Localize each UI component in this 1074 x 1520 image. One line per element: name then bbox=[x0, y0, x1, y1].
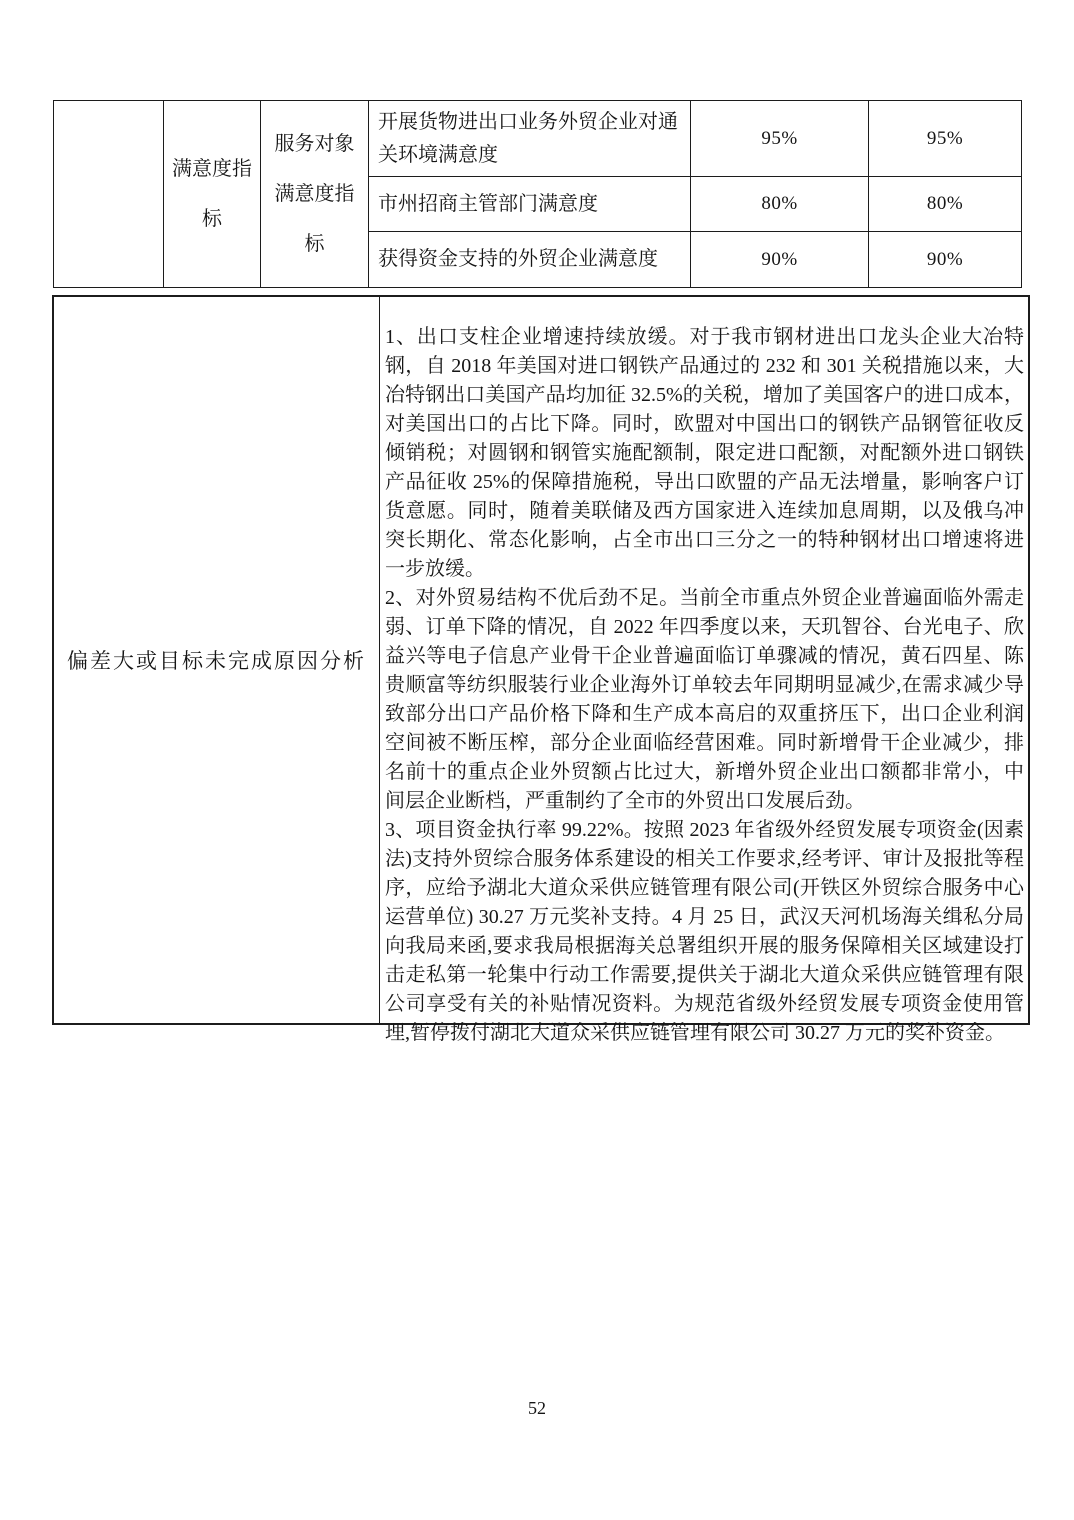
page-number: 52 bbox=[528, 1398, 546, 1418]
indicator-value-cell: 80% bbox=[869, 177, 1021, 232]
indicator-name-cell: 获得资金支持的外贸企业满意度 bbox=[369, 232, 691, 287]
analysis-table bbox=[52, 295, 1030, 1044]
indicator-value-cell: 95% bbox=[869, 101, 1021, 177]
satisfaction-indicator-table bbox=[53, 100, 1022, 288]
indicator-value-cell: 80% bbox=[691, 177, 869, 232]
analysis-paragraph: 2、对外贸易结构不优后劲不足。当前全市重点外贸企业普遍面临外需走弱、订单下降的情况，自 2022 年四季度以来，天玑智谷、台光电子、欣益兴等电子信息产业骨干企业普遍面临订单骤减的情况，黄石四星、陈贵顺富等纺织服装行业企业海外订单较去年同期明显减少,在需求减少导致部分出口产品价格下降和生产成本高启的双重挤压下，出口企业利润空间被不断压榨，部分企业面临经营困难。同时新增骨干企业减少，排名前十的重点企业外贸额占比过大，新增外贸企业出口额都非常小，中间层企业断档，严重制约了全市的外贸出口发展后劲。 bbox=[385, 587, 1024, 812]
indicator-value-cell: 95% bbox=[691, 101, 869, 177]
analysis-paragraph: 3、项目资金执行率 99.22%。按照 2023 年省级外经贸发展专项资金(因素法)支持外贸综合服务体系建设的相关工作要求,经考评、审计及报批等程序，应给予湖北大道众采供应链管理有限公司(开铁区外贸综合服务中心运营单位) 30.27 万元奖补支持。4 月 25 日，武汉天河机场海关缉私分局向我局来函,要求我局根据海关总署组织开展的服务保障相关区域建设打击走私第一轮集中行动工作需要,提供关于湖北大道众采供应链管理有限公司享受有关的补贴情况资料。为规范省级外经贸发展专项资金使用管理,暂停拨付湖北大道众采供应链管理有限公司 30.27 万元的奖补资金。 bbox=[385, 819, 1024, 1044]
analysis-label-cell: 偏差大或目标未完成原因分析 bbox=[54, 297, 380, 1023]
indicator-name-cell: 开展货物进出口业务外贸企业对通关环境满意度 bbox=[369, 101, 691, 177]
indicator-subgroup-cell: 服务对象满意度指标 bbox=[261, 101, 369, 287]
empty-cell bbox=[54, 101, 164, 287]
indicator-value-cell: 90% bbox=[926, 248, 964, 270]
analysis-text-cell bbox=[380, 297, 1028, 1044]
indicator-name-cell: 市州招商主管部门满意度 bbox=[369, 177, 691, 232]
indicator-group-cell: 满意度指标 bbox=[164, 101, 261, 287]
analysis-paragraph: 1、出口支柱企业增速持续放缓。对于我市钢材进出口龙头企业大冶特钢，自 2018 年美国对进口钢铁产品通过的 232 和 301 关税措施以来，大冶特钢出口美国产品均加征 32.5%的关税，增加了美国客户的进口成本，对美国出口的占比下降。同时，欧盟对中国出口的钢铁产品钢管征收反倾销税；对圆钢和钢管实施配额制，限定进口配额，对配额外进口钢铁产品征收 25%的保障措施税，导出口欧盟的产品无法增量，影响客户订货意愿。同时，随着美联储及西方国家进入连续加息周期，以及俄乌冲突长期化、常态化影响，占全市出口三分之一的特种钢材出口增速将进一步放缓。 bbox=[385, 326, 1024, 580]
indicator-value-cell: 90% bbox=[691, 232, 869, 287]
